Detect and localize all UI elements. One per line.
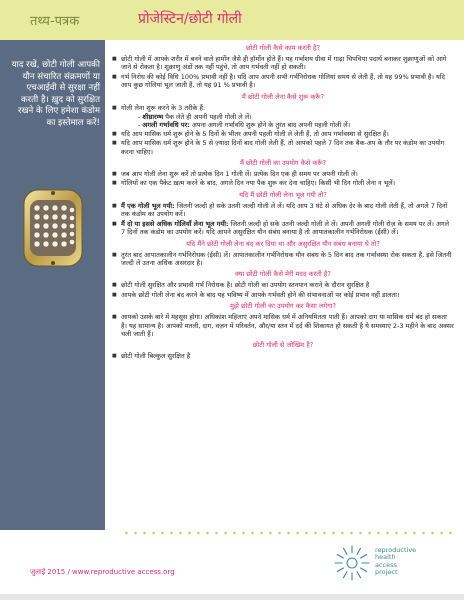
- bullet-list: [112, 281, 454, 299]
- section-heading: क्या छोटी गोली कैसे मेरी मदद करती है?: [235, 270, 331, 279]
- list-item: [112, 202, 454, 219]
- bullet-list: [112, 352, 454, 360]
- rhap-logo: [332, 543, 452, 589]
- list-item: ■ आपको उसके बारे में महसूस होगा। अधिकांश महिलाएं अपने मासिक धर्म में अनियमितता पाती हैं। आपको दाग या मासिक धर्म बंद हो सकता है। यह सामान्य है। आपको मतली, दाग, वज़न में परिवर्तन, और/या स्तन में दर्द की शिकायत हो सकती है ये समस्याएं 2-3 महीने के बाद अक्सर चली जाती हैं।: [112, 313, 454, 338]
- list-item: ■ तुरंत बाद आपातकालीन गर्भनिरोधक (ईसी) लें। आपातकालीन गर्भनिरोधक यौन संबंध के 5 दिन बाद तक गर्भावस्था रोक सकता है, इसे जितनी जल्दी लें उतना अधिक असरदार है।: [112, 251, 454, 268]
- bottom-rule: [0, 594, 464, 600]
- section-heading: मैं छोटी गोली का उपयोग कैसे करूँ?: [239, 159, 327, 168]
- sidebar: [0, 40, 105, 530]
- list-item: ■ यदि आप मासिक धर्म शुरू होने के 5 दिनों के भीतर अपनी पहली गोली ले लेती हैं, तो आप गर्भावस्था से सुरक्षित हैं।: [112, 130, 454, 138]
- bullet-list: [112, 55, 454, 90]
- logo-line: health: [375, 553, 396, 562]
- list-item: ■ गर्भ निरोध की कोई विधि 100% प्रभावी नहीं है। यदि आप अपनी सभी गर्भनिरोधक गोलियां समय से लेती हैं, तो यह 99% प्रभावी है। यदि आप कुछ गोलियां भूल जाती हैं, तो यह 91 % प्रभावी है।: [112, 73, 454, 90]
- bullet-list: [112, 251, 454, 268]
- section-heading: छोटी गोली से जोखिम है?: [252, 341, 314, 350]
- list-item: ■ छोटी गोली बिल्कुल सुरक्षित है: [112, 352, 454, 360]
- sub-item-text: पैक लेते ही अपनी पहली गोली ले लें।: [163, 113, 252, 122]
- list-item-text: जितनी जल्दी हो सके उतनी जल्दी गोली ले लें। यदि आप 3 घंटे से अधिक देर के बाद गोली लेती हैं, तो अगले 7 दिनों तक कंडोम का उपयोग करें।: [121, 201, 448, 219]
- section-heading: मुझे छोटी गोली का उपयोग कर कैसा लगेगा?: [229, 302, 337, 311]
- logo-line: access: [375, 560, 397, 569]
- sub-item: - शीघ्रारम्भ पैक लेते ही अपनी पहली गोली ले लें।: [138, 113, 252, 122]
- list-item: ■ छोटी गोली में आपके शरीर में बनने वाले हार्मोन जैसे ही हॉर्मोन होते हैं। यह गर्भाशय ग्रीवा में गाढ़ा चिपचिपा पदार्थ बनाकर शुक्राणुओं को आगे जाने से रोकता है। शुक्राणु अंडों तक नहीं पहुंचे, तो आप गर्भवती नहीं हो सकती।: [112, 55, 454, 72]
- list-item-bold: मैं एक गोली भूल गयी:: [121, 201, 175, 210]
- page-title: प्रोजेस्टिन/छोटी गोली: [138, 11, 242, 27]
- list-item: ■ यदि आप मासिक धर्म शुरू होने के 5 से ज़्यादा दिनों बाद गोली लेती हैं, तो आपको पहले 7 दिन तक बैक-अप के तौर पर कंडोम का उपयोग करना चाहिए।: [112, 139, 454, 156]
- bullet-list: [112, 104, 454, 112]
- section-heading: यदि मैंने छोटी गोली लेना बंद कर दिया था और असुरक्षित यौन संबंध बनाया थे तो?: [186, 239, 380, 248]
- sub-item-bold: अगली गर्भावधि पर:: [142, 121, 190, 130]
- header-bar: [0, 0, 464, 40]
- bullet-list: [112, 202, 454, 237]
- footer-text: जुलाई 2015 / www.reproductive access.org: [30, 568, 175, 576]
- list-item: ■ गोलियों का एक पैकेट ख़त्म करने के बाद, अगले दिन नया पैक शुरू कर देना चाहिए। किसी भी दिन गोली लेना न भूलें।: [112, 179, 454, 187]
- pill-pack-image: [22, 186, 84, 270]
- bullet-list: [112, 313, 454, 338]
- logo-line: project: [375, 568, 398, 577]
- list-item-text: जितनी जल्दी हो सके उतनी जल्दी गोली ले लें। अपनी अगली गोली रोज़ के समय पर लें। अगले 7 दिनों तक कंडोम का उपयोग करें। यदि आपने असुरक्षित यौन संबंध बनाया है तो आपातकालीन गर्भनिरोधक (ईसी) लें।: [121, 219, 450, 237]
- list-item: ■ छोटी गोली सुरक्षित और प्रभावी गर्भ निरोधक है। छोटी गोली का उपयोग स्तनपान कराने के दौरान सुरक्षित है: [112, 281, 454, 289]
- sub-item-bold: शीघ्रारम्भ: [142, 113, 164, 122]
- logo-ring-icon: [332, 543, 372, 583]
- logo-line: reproductive: [375, 546, 417, 554]
- sub-item-text: अपना अगली गर्भावधि शुरू होने के तुरंत बाद अपनी पहली गोली लें।: [189, 121, 351, 130]
- section-heading: मैं छोटी गोली लेना कैसे शुरू करूँ?: [241, 92, 325, 101]
- list-item: [112, 220, 454, 237]
- sidebar-callout: याद रखें, छोटी गोली आपकी यौन संचारित संक्रमणों या एचआईवी से सुरक्षा नहीं करती है। ख़ुद को सुरक्षित रखने के लिए हमेशा कंडोम का इस्तेमाल करें!: [11, 60, 100, 128]
- section-heading: छोटी गोली कैसे काम करती है?: [246, 44, 320, 52]
- bullet-list: [112, 170, 454, 188]
- list-item: ■ जब आप गोली लेना शुरू करें तो प्रत्येक दिन 1 गोली लें। प्रत्येक दिन एक ही समय पर अपनी गोली लें।: [112, 170, 454, 178]
- main-content: [112, 44, 454, 532]
- section-heading: यदि मैं छोटी गोली लेना भूल गयी तो?: [239, 190, 327, 199]
- dotted-divider: [122, 531, 452, 535]
- doc-type-label: तथ्य-पत्रक: [30, 14, 80, 29]
- bullet-list: [112, 130, 454, 156]
- list-item-bold: मैं दो या इससे अधिक गोलियाँ लेना भूल गयी:: [121, 219, 229, 228]
- sub-item: - अगली गर्भावधि पर: अपना अगली गर्भावधि शुरू होने के तुरंत बाद अपनी पहली गोली लें।: [138, 121, 351, 130]
- list-item: ■ गोली लेना शुरू करने के 3 तरीके हैं:: [112, 104, 454, 112]
- list-item: ■ आपके छोटी गोली लेना बंद करने के बाद यह भविष्य में आपके गर्भवती होने की संभावनाओं पर कोई प्रभाव नहीं डालता।: [112, 291, 454, 299]
- logo-text: [375, 547, 416, 577]
